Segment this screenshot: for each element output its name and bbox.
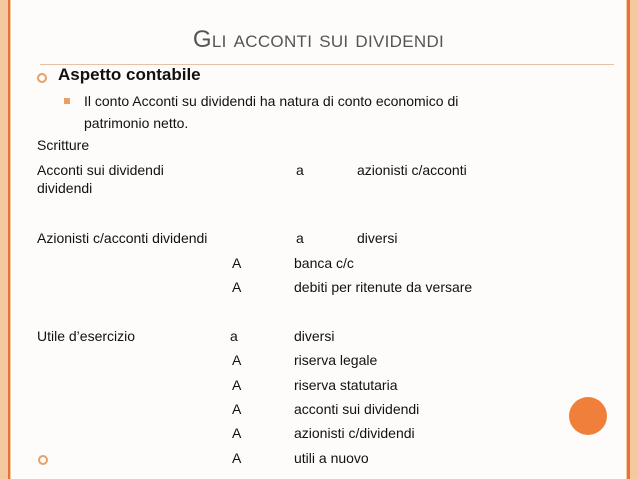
section-heading: Aspetto contabile bbox=[58, 65, 201, 84]
entry3-line-a: A bbox=[232, 401, 242, 417]
entry2-credit: diversi bbox=[357, 230, 398, 246]
entry3-credit: diversi bbox=[294, 328, 335, 344]
sub-bullet-text: Il conto Acconti su dividendi ha natura di conto economico di patrimonio netto. bbox=[84, 93, 459, 131]
entries-label: Scritture bbox=[37, 137, 90, 153]
entry2-line-a: A bbox=[232, 255, 242, 271]
entry3-line-account: acconti sui dividendi bbox=[294, 401, 420, 417]
entry2-line-account: debiti per ritenute da versare bbox=[294, 279, 473, 295]
entry3-line-account: utili a nuovo bbox=[294, 450, 369, 466]
entry3-line-account: azionisti c/dividendi bbox=[294, 425, 415, 441]
entry3-a: a bbox=[230, 328, 238, 344]
ring-bullet-icon bbox=[37, 454, 49, 466]
entry3-line-a: A bbox=[232, 450, 242, 466]
entry1-debit-line1: Acconti sui dividendi bbox=[37, 162, 164, 178]
entry3-debit: Utile d’esercizio bbox=[37, 328, 136, 344]
slide-title: Gli acconti sui dividendi bbox=[192, 26, 445, 53]
slide-border-left bbox=[0, 0, 11, 479]
entry2-debit: Azionisti c/acconti dividendi bbox=[37, 230, 208, 246]
entry3-line-account: riserva statutaria bbox=[294, 377, 398, 393]
square-bullet-icon bbox=[64, 98, 70, 104]
decorative-orange-circle bbox=[569, 397, 607, 435]
entry3-line-account: riserva legale bbox=[294, 352, 378, 368]
entry1-debit-line2: dividendi bbox=[37, 180, 93, 196]
ring-bullet-icon bbox=[36, 72, 48, 84]
entry2-line-a: A bbox=[232, 279, 242, 295]
entry1-credit: azionisti c/acconti bbox=[357, 162, 467, 178]
entry3-line-a: A bbox=[232, 352, 242, 368]
entry3-line-a: A bbox=[232, 377, 242, 393]
slide-border-right bbox=[626, 0, 638, 479]
entry3-line-a: A bbox=[232, 425, 242, 441]
entry2-a: a bbox=[296, 230, 304, 246]
entry1-a: a bbox=[296, 162, 304, 178]
entry2-line-account: banca c/c bbox=[294, 255, 354, 271]
